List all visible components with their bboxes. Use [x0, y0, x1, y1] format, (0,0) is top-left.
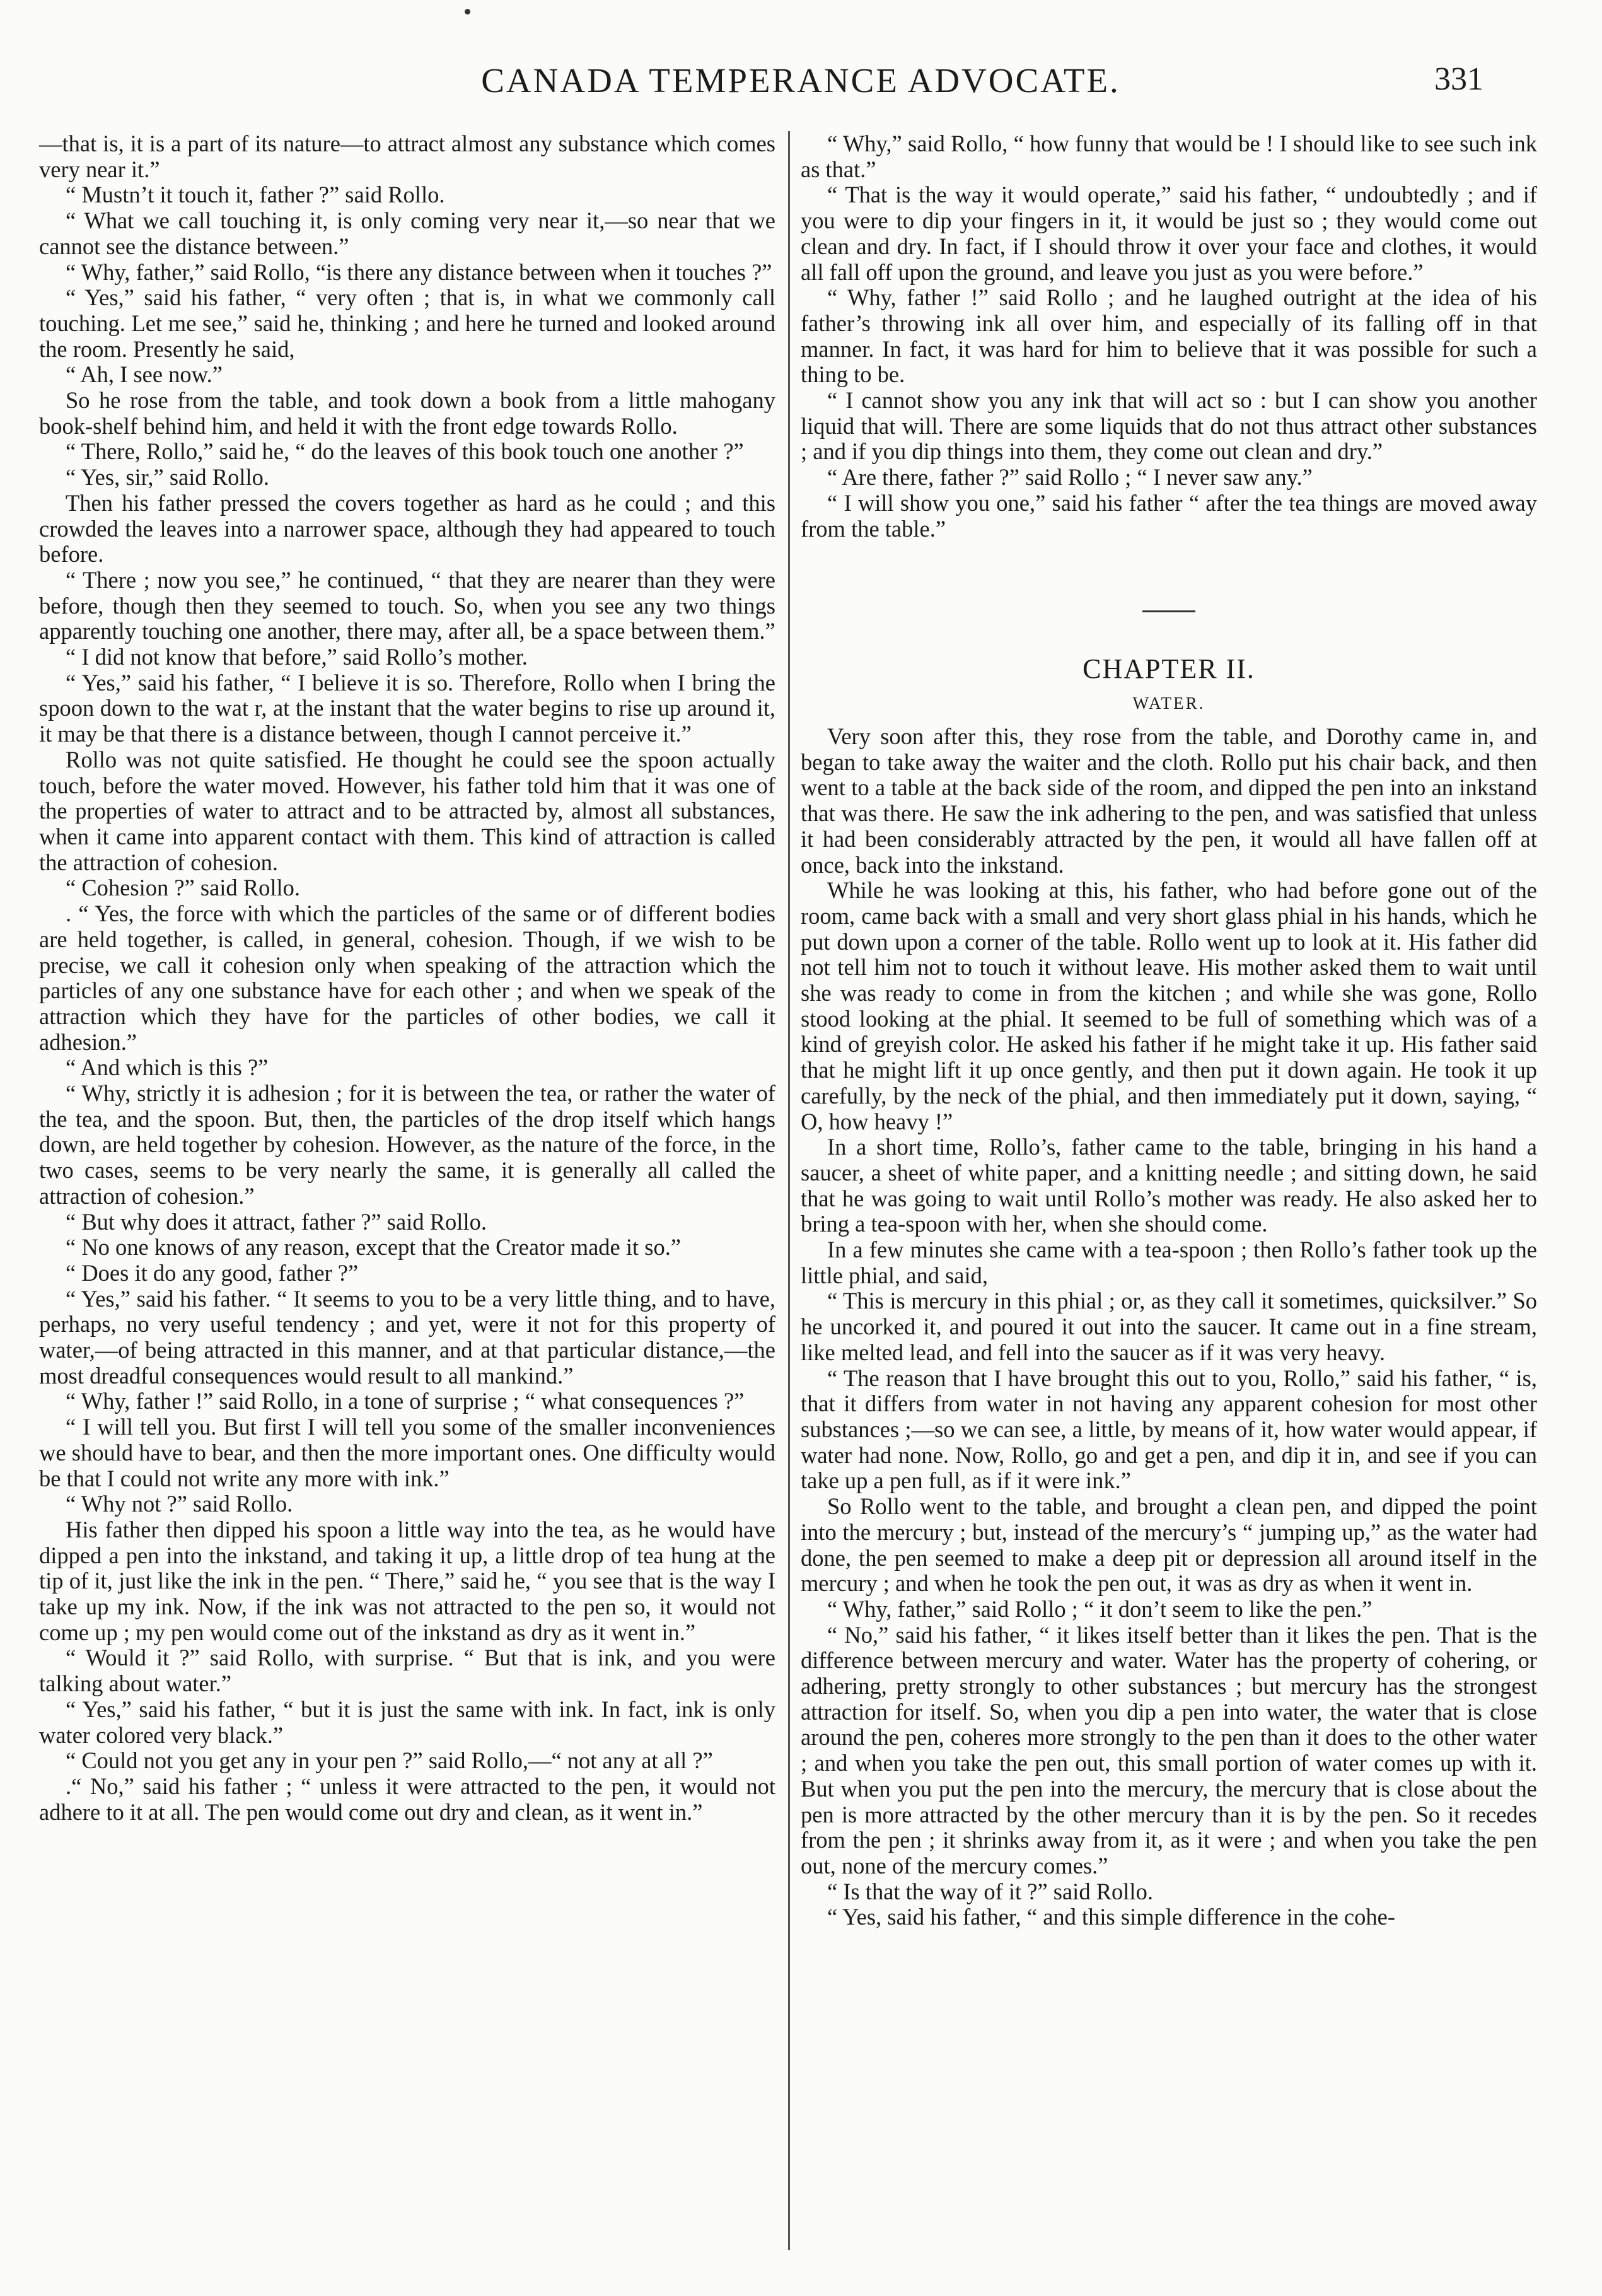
right-column-bottom	[801, 724, 1537, 1930]
paragraph: “ I did not know that before,” said Rollo’s mother.	[66, 644, 528, 670]
paragraph: “ I will tell you. But first I will tell you some of the smaller inconveniences we should have to bear, and then the more important ones. One difficulty would be that I could not write any more with ink.”	[39, 1414, 775, 1491]
paragraph: “ The reason that I have brought this out to you, Rollo,” said his father, “ is, that it differs from water in not having any apparent cohesion for most other substances ;—so we can see, a little, by means of it, how water would appear, if water had none. Now, Rollo, go and get a pen, and dip it in, and see if you can take up a pen full, as if it were ink.”	[801, 1365, 1537, 1494]
chapter-heading	[801, 610, 1537, 713]
paragraph: “ Yes, said his father, “ and this simple difference in the cohe-	[827, 1904, 1395, 1930]
paragraph: So he rose from the table, and took down a book from a little mahogany book-shelf behind him, and held it with the front edge towards Rollo.	[39, 387, 775, 439]
paragraph: “ I cannot show you any ink that will act so : but I can show you another liquid that will. There are some liquids that do not thus attract other substances ; and if you dip things into them, they come out clean and dry.”	[801, 387, 1537, 465]
paragraph: “ This is mercury in this phial ; or, as they call it sometimes, quicksilver.” So he uncorked it, and poured it out into the saucer. It came out in a fine stream, like melted lead, and fell into the saucer as if it was very heavy.	[801, 1288, 1537, 1365]
paragraph: “ That is the way it would operate,” said his father, “ undoubtedly ; and if you were to dip your fingers in it, it would be just so ; they would come out clean and dry. In fact, if I should throw it over your face and clothes, it would all fall off upon the ground, and leave you just as you were before.”	[801, 182, 1537, 285]
paragraph: . “ Yes, the force with which the particles of the same or of different bodies are held together, is called, in general, cohesion. Though, if we wish to be precise, we call it cohesion only when speaking of the attraction which the particles of any one substance have for each other ; and when we speak of the attraction which they have for the particles of other bodies, we call it adhesion.”	[39, 900, 775, 1055]
paragraph: “ Does it do any good, father ?”	[66, 1259, 359, 1286]
chapter-subtitle: WATER.	[1132, 694, 1205, 713]
paragraph: “ Yes, sir,” said Rollo.	[66, 464, 269, 491]
paragraph: “ Why,” said Rollo, “ how funny that would be ! I should like to see such ink as that.”	[801, 131, 1537, 182]
paragraph: “ Yes,” said his father, “ very often ; that is, in what we commonly call touching. Let me see,” said he, thinking ; and here he turned and looked around the room. Presently he said,	[39, 284, 775, 362]
paragraph: His father then dipped his spoon a little way into the tea, as he would have dipped a pen into the inkstand, and taking it up, a little drop of tea hung at the tip of it, just like the ink in the pen. “ There,” said he, “ you see that is the way I take up my ink. Now, if the ink was not attracted to the pen so, it would not come up ; my pen would come out of the inkstand as dry as it went in.”	[39, 1516, 775, 1645]
paragraph: Then his father pressed the covers together as hard as he could ; and this crowded the leaves into a narrower space, although they had appeared to touch before.	[39, 489, 775, 568]
paragraph: .“ No,” said his father ; “ unless it were attracted to the pen, it would not adhere to it at all. The pen would come out dry and clean, as it went in.”	[39, 1773, 775, 1825]
paragraph: “ Yes,” said his father, “ I believe it is so. Therefore, Rollo when I bring the spoon down to the wat r, at the instant that the water begins to rise up around it, it may be that there is a distance between, though I cannot perceive it.”	[39, 669, 775, 747]
paragraph: “ There ; now you see,” he continued, “ that they are nearer than they were before, though then they seemed to touch. So, when you see any two things apparently touching one another, there may, after all, be a space between them.”	[39, 566, 775, 644]
paragraph: “ Why, father,” said Rollo ; “ it don’t seem to like the pen.”	[827, 1595, 1373, 1622]
paragraph: —that is, it is a part of its nature—to attract almost any substance which comes very near it.”	[39, 131, 775, 182]
paragraph: Very soon after this, they rose from the table, and Dorothy came in, and began to take away the waiter and the cloth. Rollo put his chair back, and then went to a table at the back side of the room, and dipped the pen into an inkstand that was there. He saw the ink adhering to the pen, and was satisfied that unless it had been considerably attracted by the pen, it would all have fallen off at once, back into the inkstand.	[801, 723, 1537, 878]
paragraph: “ Mustn’t it touch it, father ?” said Rollo.	[66, 182, 445, 208]
paragraph: “ No,” said his father, “ it likes itself better than it likes the pen. That is the difference between mercury and water. Water has the property of cohering, or adhering, pretty strongly to other substances ; but mercury has the strongest attraction for itself. So, when you dip a pen into water, the water that is close around the pen, coheres more strongly to the pen than it does to the other water ; and when you take the pen out, this small portion of water comes up with it. But when you put the pen into the mercury, the mercury that is close about the pen is more attracted by the other mercury than it is by the pen. So it recedes from the pen ; it shrinks away from it, as it were ; and when you take the pen out, none of the mercury comes.”	[801, 1621, 1537, 1879]
paragraph: “ Is that the way of it ?” said Rollo.	[827, 1878, 1153, 1904]
paragraph: “ Why, father !” said Rollo ; and he laughed outright at the idea of his father’s throwing ink all over him, and especially of its falling off in that manner. In fact, it was hard for him to believe that it was possible for such a thing to be.	[801, 284, 1537, 388]
paragraph: In a few minutes she came with a tea-spoon ; then Rollo’s father took up the little phial, and said,	[801, 1237, 1537, 1288]
paragraph: “ Are there, father ?” said Rollo ; “ I never saw any.”	[827, 464, 1313, 491]
paragraph: “ And which is this ?”	[66, 1054, 269, 1081]
paragraph: “ Ah, I see now.”	[66, 361, 223, 388]
running-title: CANADA TEMPERANCE ADVOCATE.	[481, 61, 1120, 100]
paragraph: “ Why, father,” said Rollo, “is there any distance between when it touches ?”	[66, 259, 772, 285]
paragraph: Rollo was not quite satisfied. He thought he could see the spoon actually touch, before the water moved. However, his father told him that it was one of the properties of water to attract and to be attracted by, almost all substances, when it came into apparent contact with them. This kind of attraction is called the attraction of cohesion.	[39, 746, 775, 875]
paragraph: “ What we call touching it, is only coming very near it,—so near that we cannot see the distance between.”	[39, 207, 775, 259]
paragraph: “ But why does it attract, father ?” said Rollo.	[66, 1208, 487, 1235]
paragraph: “ Why, strictly it is adhesion ; for it is between the tea, or rather the water of the tea, and the spoon. But, then, the particles of the drop itself which hangs down, are held together by cohesion. However, as the nature of the force, in the two cases, seems to be very nearly the same, it is generally all called the attraction of cohesion.”	[39, 1080, 775, 1209]
paragraph: In a short time, Rollo’s, father came to the table, bringing in his hand a saucer, a sheet of white paper, and a knitting needle ; and sitting down, he said that he was going to wait until Rollo’s mother was ready. He also asked her to bring a tea-spoon with her, when she should come.	[801, 1134, 1537, 1237]
chapter-title: CHAPTER II.	[1083, 653, 1255, 684]
paragraph: While he was looking at this, his father, who had before gone out of the room, came back with a small and very short glass phial in his hands, which he put down upon a corner of the table. Rollo went up to look at it. His father did not tell him not to touch it without leave. His mother asked them to wait until she was ready to come in from the kitchen ; and while she was gone, Rollo stood looking at the phial. It seemed to be full of something which was of a kind of greyish color. He asked his father if he might take it up. His father said that he might lift it up once gently, and then put it down again. He took it up carefully, by the neck of the phial, and then immediately put it down, saying, “ O, how heavy !”	[801, 877, 1537, 1134]
paragraph: So Rollo went to the table, and brought a clean pen, and dipped the point into the mercury ; but, instead of the mercury’s “ jumping up,” as the water had done, the pen seemed to make a deep pit or depression all around itself in the mercury ; and when he took the pen out, it was as dry as when it went in.	[801, 1493, 1537, 1597]
paragraph: “ Yes,” said his father. “ It seems to you to be a very little thing, and to have, perhaps, no very useful tendency ; and yet, were it not for this property of water,—of being attracted in this manner, and at that particular distance,—the most dreadful consequences would result to all mankind.”	[39, 1285, 775, 1389]
right-column-top	[801, 131, 1537, 542]
column-divider	[788, 131, 790, 2250]
paragraph: “ I will show you one,” said his father “ after the tea things are moved away from the table.”	[801, 489, 1537, 542]
paragraph: “ Why not ?” said Rollo.	[66, 1491, 293, 1517]
paragraph: “ Cohesion ?” said Rollo.	[66, 875, 301, 901]
paragraph: “ There, Rollo,” said he, “ do the leaves of this book touch one another ?”	[66, 438, 744, 465]
page-number: 331	[1434, 61, 1483, 97]
paragraph: “ No one knows of any reason, except that the Creator made it so.”	[66, 1234, 682, 1261]
paragraph: “ Why, father !” said Rollo, in a tone of surprise ; “ what consequences ?”	[66, 1388, 745, 1414]
paragraph: “ Could not you get any in your pen ?” said Rollo,—“ not any at all ?”	[66, 1747, 713, 1774]
paragraph: “ Would it ?” said Rollo, with surprise. “ But that is ink, and you were talking about water.”	[39, 1645, 775, 1697]
ink-speck	[465, 9, 470, 15]
page-header	[0, 61, 1602, 111]
paragraph: “ Yes,” said his father, “ but it is just the same with ink. In fact, ink is only water colored very black.”	[39, 1696, 775, 1748]
left-column	[39, 131, 775, 1825]
